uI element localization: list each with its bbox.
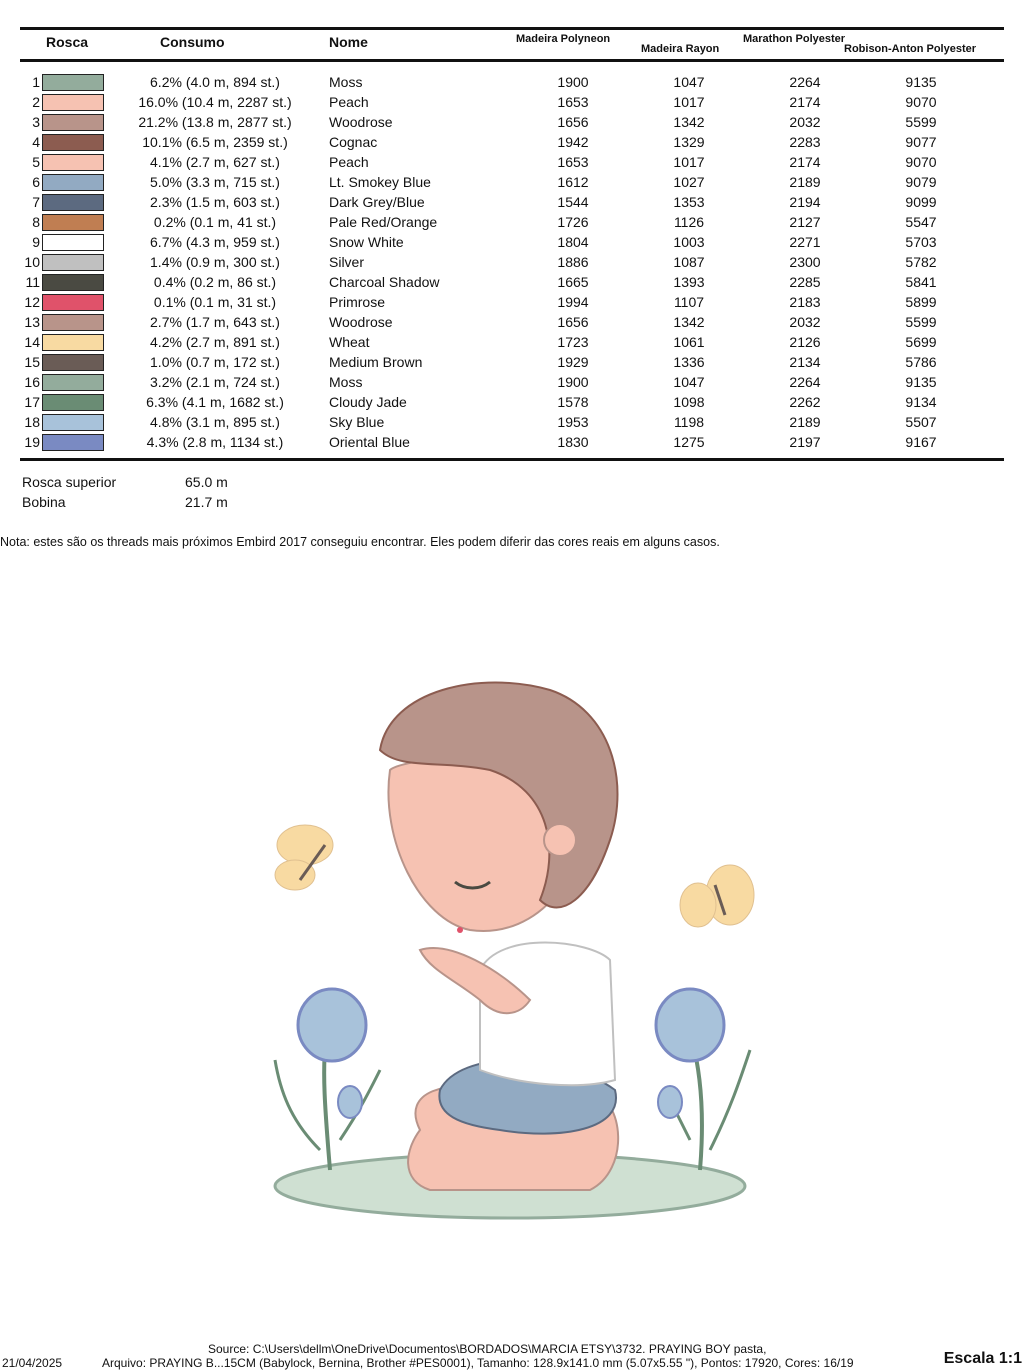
scale-label: Escala 1:1	[943, 1350, 1022, 1367]
bottom-rule	[20, 458, 1004, 461]
table-row	[0, 212, 1024, 232]
header-madeira-polyneon: Madeira Polyneon	[516, 33, 611, 45]
marathon-code: 2283	[789, 134, 821, 150]
madeira-polyneon-code: 1929	[557, 354, 589, 370]
consumption: 5.0% (3.3 m, 715 st.)	[150, 174, 280, 190]
color-swatch	[42, 134, 104, 151]
thread-name: Charcoal Shadow	[329, 274, 440, 290]
consumption: 6.7% (4.3 m, 959 st.)	[150, 234, 280, 250]
thread-name: Wheat	[329, 334, 370, 350]
color-swatch	[42, 334, 104, 351]
madeira-polyneon-code: 1653	[557, 94, 589, 110]
madeira-rayon-code: 1047	[673, 374, 705, 390]
consumption: 4.2% (2.7 m, 891 st.)	[150, 334, 280, 350]
embroidery-preview	[260, 670, 770, 1230]
madeira-rayon-code: 1353	[673, 194, 705, 210]
footer-date: 21/04/2025	[2, 1356, 63, 1370]
header-rosca: Rosca	[46, 34, 89, 50]
robison-code: 5507	[905, 414, 937, 430]
consumption: 4.1% (2.7 m, 627 st.)	[150, 154, 280, 170]
consumption: 0.4% (0.2 m, 86 st.)	[153, 274, 277, 290]
table-row	[0, 112, 1024, 132]
row-number: 1	[32, 74, 40, 90]
row-number: 2	[32, 94, 40, 110]
note-text: Nota: estes são os threads mais próximos Embird 2017 conseguiu encontrar. Eles podem diferir das cores reais em alguns casos.	[0, 535, 720, 549]
marathon-code: 2174	[789, 94, 821, 110]
robison-code: 5786	[905, 354, 937, 370]
thread-name: Dark Grey/Blue	[329, 194, 425, 210]
marathon-code: 2271	[789, 234, 821, 250]
madeira-rayon-code: 1336	[673, 354, 705, 370]
thread-name: Peach	[329, 94, 369, 110]
color-swatch	[42, 94, 104, 111]
thread-name: Cloudy Jade	[329, 394, 407, 410]
madeira-polyneon-code: 1830	[557, 434, 589, 450]
marathon-code: 2194	[789, 194, 821, 210]
madeira-rayon-code: 1047	[673, 74, 705, 90]
marathon-code: 2285	[789, 274, 821, 290]
madeira-polyneon-code: 1994	[557, 294, 589, 310]
madeira-rayon-code: 1275	[673, 434, 705, 450]
header-nome: Nome	[329, 34, 368, 50]
madeira-rayon-code: 1198	[673, 414, 705, 430]
marathon-code: 2189	[789, 174, 821, 190]
consumption: 10.1% (6.5 m, 2359 st.)	[142, 134, 288, 150]
robison-code: 9070	[905, 94, 937, 110]
row-number: 4	[32, 134, 40, 150]
table-row	[0, 432, 1024, 452]
thread-name: Cognac	[329, 134, 378, 150]
table-row	[0, 372, 1024, 392]
color-swatch	[42, 374, 104, 391]
table-row	[0, 132, 1024, 152]
robison-code: 5899	[905, 294, 937, 310]
robison-code: 5782	[905, 254, 937, 270]
color-swatch	[42, 234, 104, 251]
robison-code: 5547	[905, 214, 937, 230]
header-consumo: Consumo	[160, 34, 225, 50]
marathon-code: 2174	[789, 154, 821, 170]
madeira-polyneon-code: 1656	[557, 314, 589, 330]
color-swatch	[42, 154, 104, 171]
robison-code: 9134	[905, 394, 937, 410]
madeira-polyneon-code: 1726	[557, 214, 589, 230]
madeira-rayon-code: 1342	[673, 114, 705, 130]
marathon-code: 2189	[789, 414, 821, 430]
thread-name: Primrose	[329, 294, 386, 310]
row-number: 8	[32, 214, 40, 230]
consumption: 21.2% (13.8 m, 2877 st.)	[138, 114, 292, 130]
color-swatch	[42, 194, 104, 211]
row-number: 15	[24, 354, 40, 370]
color-swatch	[42, 174, 104, 191]
consumption: 16.0% (10.4 m, 2287 st.)	[138, 94, 292, 110]
robison-code: 9070	[905, 154, 937, 170]
row-number: 7	[32, 194, 40, 210]
robison-code: 5599	[905, 314, 937, 330]
madeira-polyneon-code: 1544	[557, 194, 589, 210]
marathon-code: 2032	[789, 314, 821, 330]
left-butterfly	[275, 825, 333, 890]
color-swatch	[42, 394, 104, 411]
table-row	[0, 272, 1024, 292]
madeira-rayon-code: 1027	[673, 174, 705, 190]
robison-code: 9167	[905, 434, 937, 450]
marathon-code: 2126	[789, 334, 821, 350]
marathon-code: 2197	[789, 434, 821, 450]
row-number: 5	[32, 154, 40, 170]
consumption: 6.3% (4.1 m, 1682 st.)	[146, 394, 284, 410]
row-number: 11	[25, 274, 40, 290]
robison-code: 5841	[905, 274, 937, 290]
marathon-code: 2032	[789, 114, 821, 130]
consumption: 4.3% (2.8 m, 1134 st.)	[146, 434, 284, 450]
madeira-polyneon-code: 1900	[557, 74, 589, 90]
madeira-rayon-code: 1003	[673, 234, 705, 250]
table-row	[0, 152, 1024, 172]
robison-code: 9079	[905, 174, 937, 190]
praying-boy	[380, 683, 618, 1191]
madeira-polyneon-code: 1900	[557, 374, 589, 390]
consumption: 6.2% (4.0 m, 894 st.)	[150, 74, 280, 90]
row-number: 3	[32, 114, 40, 130]
marathon-code: 2134	[789, 354, 821, 370]
thread-name: Woodrose	[329, 314, 393, 330]
bobbin-label: Bobina	[22, 494, 66, 510]
table-row	[0, 392, 1024, 412]
madeira-rayon-code: 1017	[673, 94, 705, 110]
row-number: 12	[24, 294, 40, 310]
row-number: 13	[24, 314, 40, 330]
footer-source: Source: C:\Users\dellm\OneDrive\Documentos\BORDADOS\MARCIA ETSY\3732. PRAYING BOY pasta,	[208, 1342, 767, 1356]
left-flower	[275, 989, 380, 1170]
madeira-polyneon-code: 1578	[557, 394, 589, 410]
table-row	[0, 192, 1024, 212]
marathon-code: 2264	[789, 374, 821, 390]
robison-code: 5703	[905, 234, 937, 250]
table-row	[0, 92, 1024, 112]
thread-name: Peach	[329, 154, 369, 170]
header-robison: Robison-Anton Polyester	[844, 43, 977, 55]
thread-name: Pale Red/Orange	[329, 214, 438, 230]
madeira-rayon-code: 1087	[673, 254, 705, 270]
robison-code: 9135	[905, 74, 937, 90]
madeira-rayon-code: 1329	[673, 134, 705, 150]
table-row	[0, 292, 1024, 312]
consumption: 1.4% (0.9 m, 300 st.)	[150, 254, 280, 270]
color-swatch	[42, 414, 104, 431]
madeira-polyneon-code: 1886	[557, 254, 589, 270]
thread-name: Oriental Blue	[329, 434, 410, 450]
row-number: 17	[24, 394, 40, 410]
thread-name: Woodrose	[329, 114, 393, 130]
footer-file-info: Arquivo: PRAYING B...15CM (Babylock, Bernina, Brother #PES0001), Tamanho: 128.9x141.0 mm (5.07x5.55 "), Pontos: 17920, Cores: 16/19	[102, 1356, 854, 1370]
robison-code: 9077	[905, 134, 937, 150]
consumption: 0.2% (0.1 m, 41 st.)	[153, 214, 277, 230]
row-number: 14	[24, 334, 40, 350]
thread-name: Lt. Smokey Blue	[329, 174, 431, 190]
marathon-code: 2262	[789, 394, 821, 410]
color-swatch	[42, 354, 104, 371]
consumption: 1.0% (0.7 m, 172 st.)	[150, 354, 280, 370]
madeira-rayon-code: 1393	[673, 274, 705, 290]
table-row	[0, 312, 1024, 332]
madeira-polyneon-code: 1942	[557, 134, 589, 150]
consumption: 0.1% (0.1 m, 31 st.)	[153, 294, 277, 310]
top-thread-value: 65.0 m	[185, 474, 228, 490]
table-row	[0, 232, 1024, 252]
madeira-polyneon-code: 1665	[557, 274, 589, 290]
consumption: 2.7% (1.7 m, 643 st.)	[150, 314, 280, 330]
row-number: 19	[24, 434, 40, 450]
madeira-rayon-code: 1107	[673, 294, 705, 310]
robison-code: 5599	[905, 114, 937, 130]
madeira-rayon-code: 1098	[673, 394, 705, 410]
table-row	[0, 352, 1024, 372]
robison-code: 5699	[905, 334, 937, 350]
thread-name: Silver	[329, 254, 365, 270]
color-swatch	[42, 314, 104, 331]
bobbin-value: 21.7 m	[185, 494, 228, 510]
madeira-polyneon-code: 1653	[557, 154, 589, 170]
madeira-polyneon-code: 1656	[557, 114, 589, 130]
marathon-code: 2127	[789, 214, 821, 230]
table-row	[0, 252, 1024, 272]
row-number: 16	[24, 374, 40, 390]
header-madeira-rayon: Madeira Rayon	[641, 43, 720, 55]
marathon-code: 2300	[789, 254, 821, 270]
row-number: 9	[32, 234, 40, 250]
color-swatch	[42, 214, 104, 231]
marathon-code: 2264	[789, 74, 821, 90]
madeira-polyneon-code: 1953	[557, 414, 589, 430]
consumption: 4.8% (3.1 m, 895 st.)	[150, 414, 280, 430]
color-swatch	[42, 114, 104, 131]
madeira-rayon-code: 1061	[673, 334, 705, 350]
right-flower	[656, 989, 750, 1170]
top-thread-label: Rosca superior	[22, 474, 117, 490]
consumption: 2.3% (1.5 m, 603 st.)	[150, 194, 280, 210]
madeira-rayon-code: 1017	[673, 154, 705, 170]
consumption: 3.2% (2.1 m, 724 st.)	[150, 374, 280, 390]
row-number: 10	[24, 254, 40, 270]
table-row	[0, 332, 1024, 352]
header-rule	[20, 59, 1004, 62]
table-row	[0, 412, 1024, 432]
madeira-rayon-code: 1342	[673, 314, 705, 330]
robison-code: 9135	[905, 374, 937, 390]
thread-name: Medium Brown	[329, 354, 423, 370]
madeira-polyneon-code: 1612	[557, 174, 589, 190]
marathon-code: 2183	[789, 294, 821, 310]
row-number: 18	[24, 414, 40, 430]
header-marathon: Marathon Polyester	[743, 33, 846, 45]
robison-code: 9099	[905, 194, 937, 210]
color-swatch	[42, 254, 104, 271]
table-row	[0, 72, 1024, 92]
row-number: 6	[32, 174, 40, 190]
madeira-polyneon-code: 1804	[557, 234, 589, 250]
thread-name: Snow White	[329, 234, 404, 250]
color-swatch	[42, 294, 104, 311]
color-swatch	[42, 274, 104, 291]
madeira-polyneon-code: 1723	[557, 334, 589, 350]
color-swatch	[42, 434, 104, 451]
thread-name: Moss	[329, 374, 363, 390]
color-swatch	[42, 74, 104, 91]
thread-name: Sky Blue	[329, 414, 385, 430]
right-butterfly	[680, 865, 754, 927]
table-row	[0, 172, 1024, 192]
madeira-rayon-code: 1126	[673, 214, 705, 230]
top-rule	[20, 27, 1004, 30]
thread-name: Moss	[329, 74, 363, 90]
